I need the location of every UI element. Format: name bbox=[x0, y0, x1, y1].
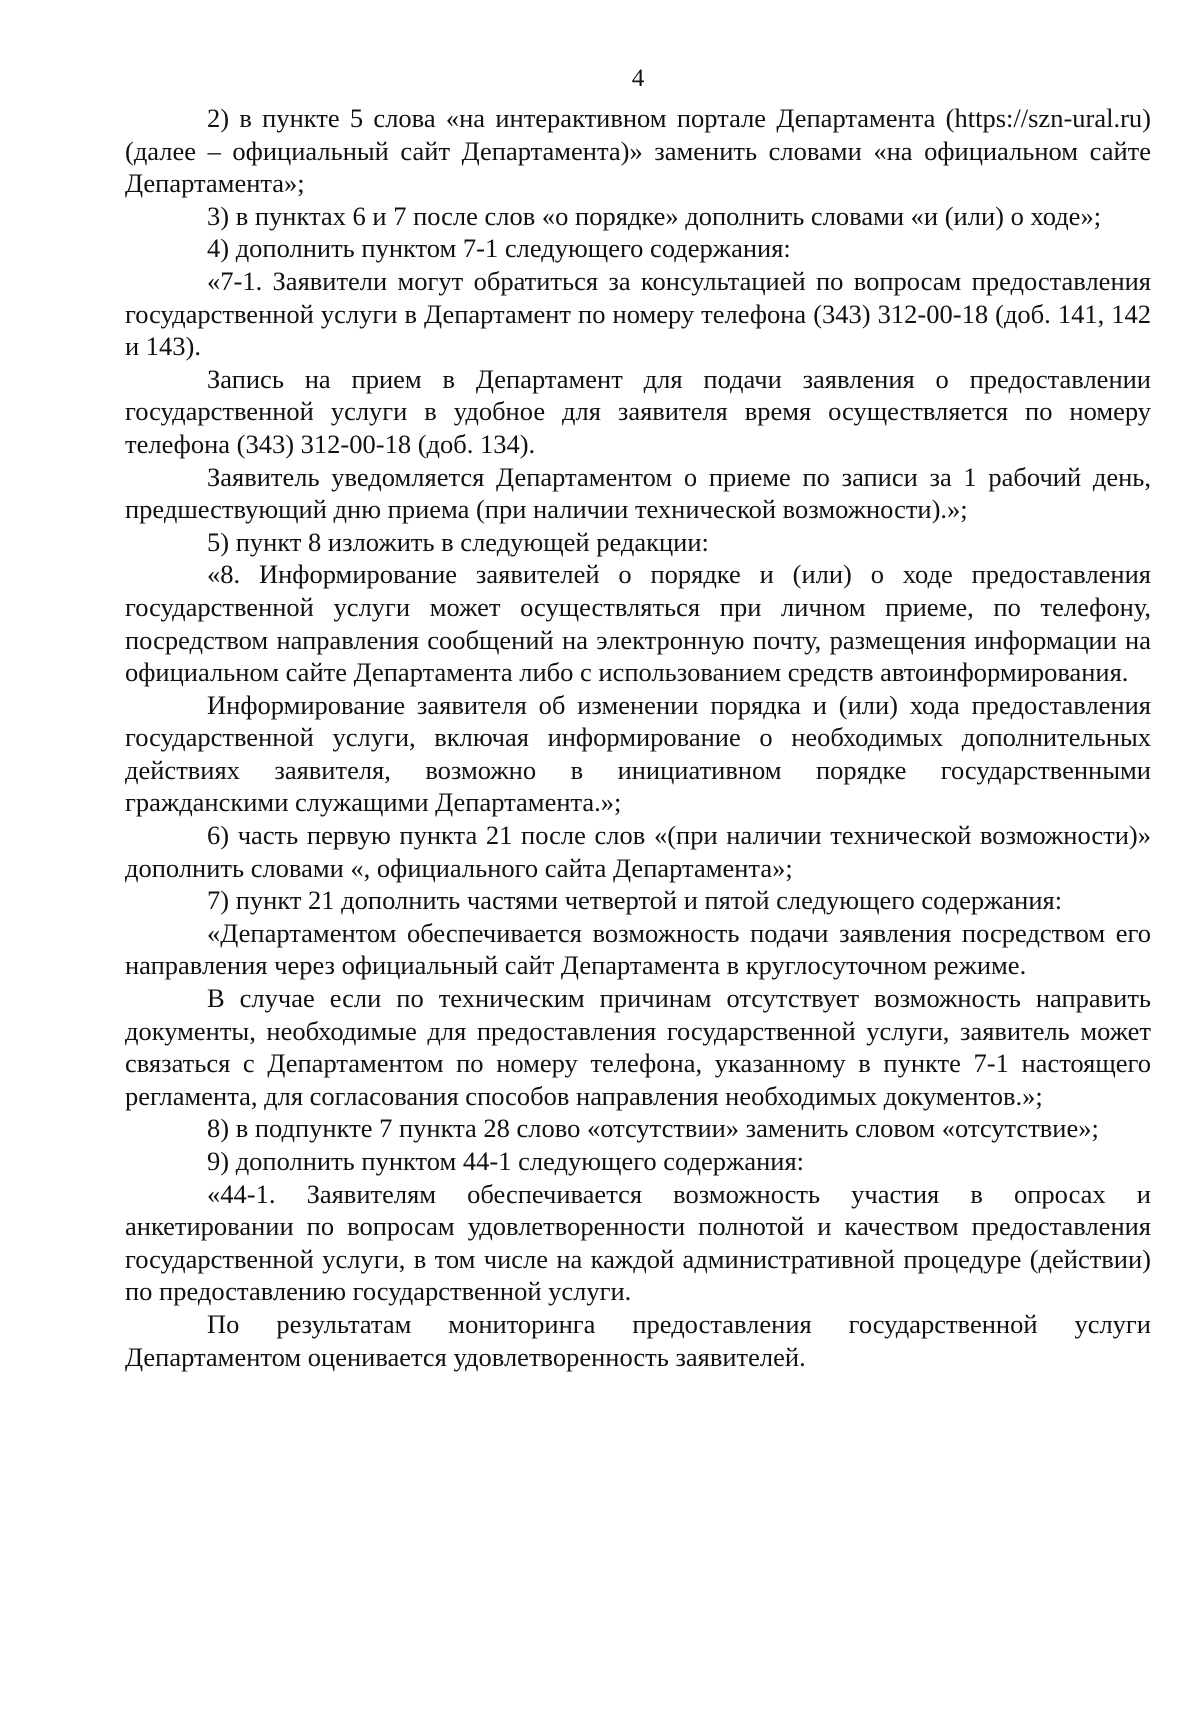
paragraph-item-5: 5) пункт 8 изложить в следующей редакции: bbox=[207, 526, 709, 557]
page-number: 4 bbox=[631, 65, 645, 92]
paragraph-44-1: «44-1. Заявителям обеспечивается возможность участия в опросах и анкетировании по вопросам удовлетворенности полнотой и качеством предоставления государственной услуги, в том числе на каждой административной процедуре (действии) по предоставлению государственной услуги. bbox=[125, 1178, 1151, 1307]
paragraph-8-informing: Информирование заявителя об изменении порядка и (или) хода предоставления государственной услуги, включая информирование о необходимых дополнительных действиях заявителя, возможно в инициативном порядке государственными гражданскими служащими Департамента.»; bbox=[125, 689, 1151, 818]
paragraph-7-1-notification: Заявитель уведомляется Департаментом о приеме по записи за 1 рабочий день, предшествующий дню приема (при наличии технической возможности).»; bbox=[125, 461, 1151, 525]
paragraph-21-part-4: «Департаментом обеспечивается возможность подачи заявления посредством его направления через официальный сайт Департамента в круглосуточном режиме. bbox=[125, 917, 1151, 981]
paragraph-item-2: 2) в пункте 5 слова «на интерактивном портале Департамента (https://szn-ural.ru) (далее – официальный сайт Департамента)» заменить словами «на официальном сайте Департамента»; bbox=[125, 103, 1151, 199]
paragraph-item-4: 4) дополнить пунктом 7-1 следующего содержания: bbox=[207, 233, 791, 264]
paragraph-8: «8. Информирование заявителей о порядке и (или) о ходе предоставления государственной услуги может осуществляться при личном приеме, по телефону, посредством направления сообщений на электронную почту, размещения информации на официальном сайте Департамента либо с использованием средств автоинформирования. bbox=[125, 559, 1151, 688]
paragraph-item-9: 9) дополнить пунктом 44-1 следующего содержания: bbox=[207, 1146, 805, 1176]
paragraph-item-3: 3) в пунктах 6 и 7 после слов «о порядке» дополнить словами «и (или) о ходе»; bbox=[207, 200, 1102, 231]
paragraph-item-8: 8) в подпункте 7 пункта 28 слово «отсутствии» заменить словом «отсутствие»; bbox=[207, 1113, 1099, 1144]
paragraph-21-part-5: В случае если по техническим причинам отсутствует возможность направить документы, необходимые для предоставления государственной услуги, заявитель может связаться с Департаментом по номеру телефона, указанному в пункте 7-1 настоящего регламента, для согласования способов направления необходимых документов.»; bbox=[125, 983, 1151, 1111]
paragraph-7-1-appointment: Запись на прием в Департамент для подачи заявления о предоставлении государственной услуги в удобное для заявителя время осуществляется по номеру телефона (343) 312-00-18 (доб. 134). bbox=[125, 363, 1151, 459]
paragraph-item-6: 6) часть первую пункта 21 после слов «(при наличии технической возможности)» дополнить словами «, официального сайта Департамента»; bbox=[125, 820, 1151, 883]
paragraph-item-7: 7) пункт 21 дополнить частями четвертой и пятой следующего содержания: bbox=[207, 885, 1063, 916]
paragraph-7-1: «7-1. Заявители могут обратиться за консультацией по вопросам предоставления государственной услуги в Департамент по номеру телефона (343) 312-00-18 (доб. 141, 142 и 143). bbox=[125, 265, 1151, 362]
paragraph-monitoring: По результатам мониторинга предоставления государственной услуги Департаментом оценивается удовлетворенность заявителей. bbox=[125, 1308, 1151, 1372]
